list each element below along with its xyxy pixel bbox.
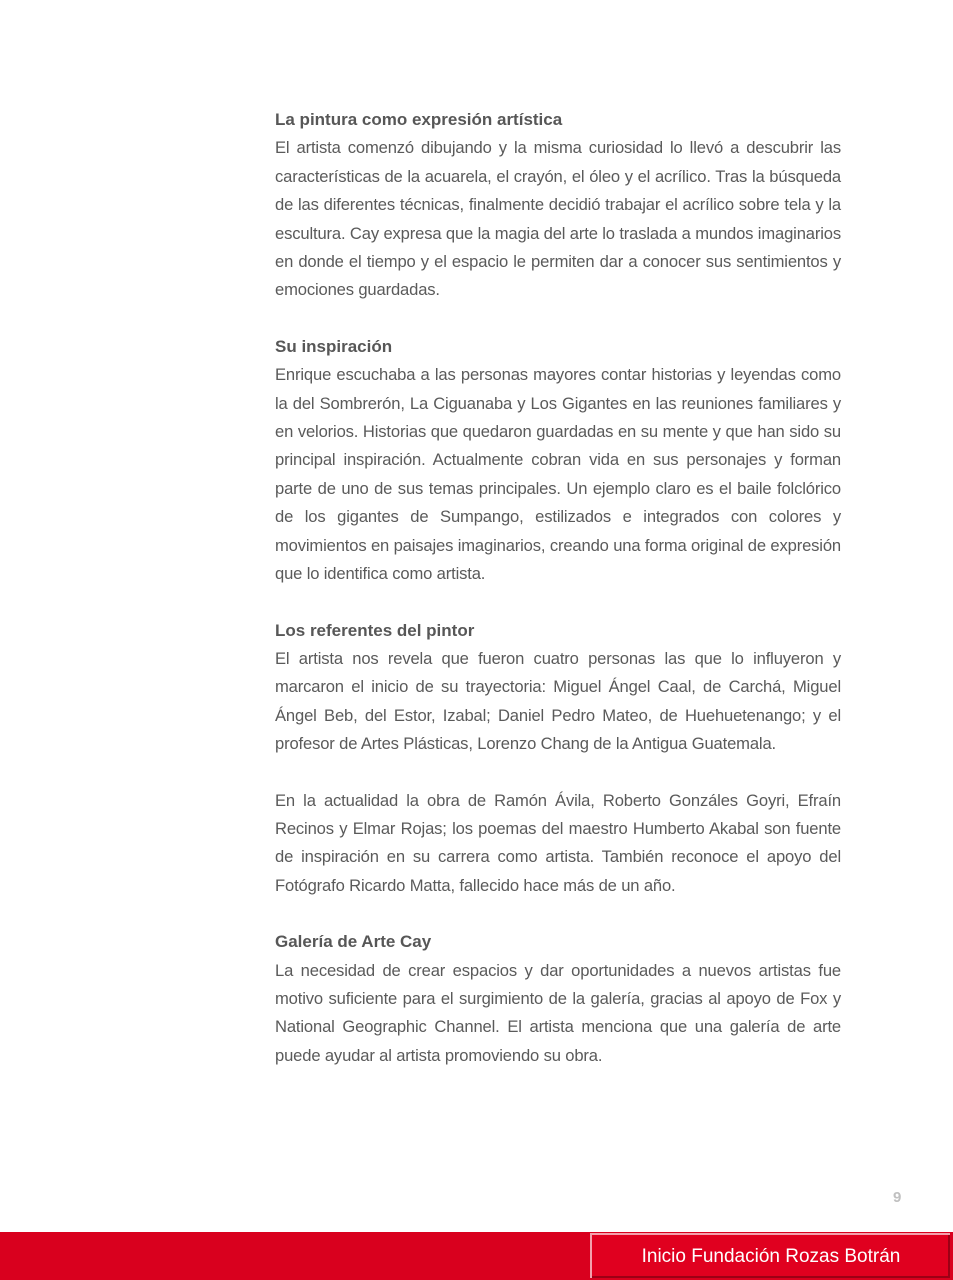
section-paragraph: En la actualidad la obra de Ramón Ávila, Roberto Gonzáles Goyri, Efraín Recinos y Elmar Rojas; los poemas del maestro Humberto Akabal son fuente de inspiración en su carrera como artista. También reconoce el apoyo del Fotógrafo Ricardo Matta, fallecido hace más de un año. [275, 790, 841, 895]
section-paragraph: El artista comenzó dibujando y la misma curiosidad lo llevó a descubrir las características de la acuarela, el crayón, el óleo y el acrílico. Tras la búsqueda de las diferentes técnicas, finalmente decidió trabajar el acrílico sobre tela y la escultura. Cay expresa que la magia del arte lo traslada a mundos imaginarios en donde el tiempo y el espacio le permiten dar a conocer sus sentimientos y emociones guardadas. [275, 138, 841, 300]
article-body [275, 106, 841, 1098]
section-heading: La pintura como expresión artística [275, 110, 563, 129]
section-references [275, 617, 841, 901]
section-gallery [275, 928, 841, 1070]
section-paragraph: Enrique escuchaba a las personas mayores contar historias y leyendas como la del Sombrerón, La Ciguanaba y Los Gigantes en las reuniones familiares y en velorios. Historias que quedaron guardadas en su mente y que han sido su principal inspiración. Actualmente cobran vida en sus personajes y forman parte de uno de sus temas principales. Un ejemplo claro es el baile folclórico de los gigantes de Sumpango, estilizados e integrados con colores y movimientos en paisajes imaginarios, creando una forma original de expresión que lo identifica como artista. [275, 365, 842, 584]
section-paragraph: El artista nos revela que fueron cuatro personas las que lo influyeron y marcaron el inicio de su trayectoria: Miguel Ángel Caal, de Carchá, Miguel Ángel Beb, del Estor, Izabal; Daniel Pedro Mateo, de Huehuetenango; y el profesor de Artes Plásticas, Lorenzo Chang de la Antigua Guatemala. [275, 648, 841, 754]
section-inspiration [275, 333, 841, 589]
page-number: 9 [893, 1189, 902, 1206]
section-heading: Los referentes del pintor [275, 620, 475, 640]
section-paragraph: La necesidad de crear espacios y dar oportunidades a nuevos artistas fue motivo suficiente para el surgimiento de la galería, gracias al apoyo de Fox y National Geographic Channel. El artista menciona que una galería de arte puede ayudar al artista promoviendo su obra. [275, 960, 841, 1065]
section-heading: Galería de Arte Cay [275, 932, 432, 952]
home-foundation-button[interactable] [590, 1233, 950, 1278]
section-heading: Su inspiración [275, 336, 393, 356]
section-painting-expression [275, 106, 841, 305]
home-foundation-button-label: Inicio Fundación Rozas Botrán [641, 1245, 901, 1267]
